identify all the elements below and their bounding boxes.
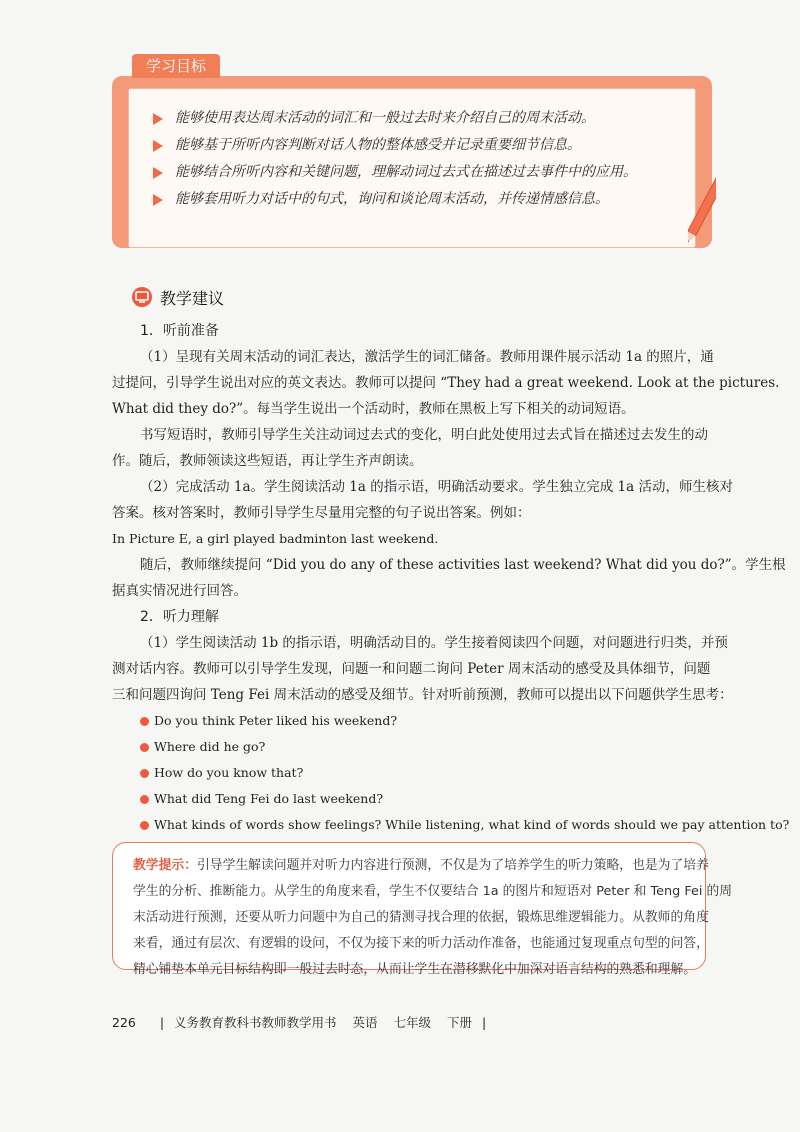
bullet-dot-icon — [140, 717, 149, 726]
paragraph-line: 书写短语时，教师引导学生关注动词过去式的变化，明白此处使用过去式旨在描述过去发生的动 — [140, 427, 708, 443]
section-header — [132, 284, 224, 310]
paragraph-line: 随后，教师继续提问 “Did you do any of these activities last weekend? What did you do?”。学生根 — [140, 557, 786, 573]
tips-line: 学生的分析、推断能力。从学生的角度来看，学生不仅要结合 1a 的图片和短语对 Peter 和 Teng Fei 的周 — [133, 884, 733, 899]
objectives-paper — [128, 88, 696, 248]
bullet-dot-icon — [140, 821, 149, 830]
bullet-dot-icon — [140, 743, 149, 752]
triangle-bullet-icon — [153, 167, 163, 179]
triangle-bullet-icon — [153, 113, 163, 125]
section-title: 教学建议 — [160, 288, 225, 308]
objective-item: 能够使用表达周末活动的词汇和一般过去时来介绍自己的周末活动。 — [153, 105, 695, 132]
footer-separator: | — [482, 1015, 487, 1030]
objectives-box — [112, 48, 716, 253]
teaching-tips-box — [112, 842, 733, 977]
paragraph-line: 过提问，引导学生说出对应的英文表达。教师可以提问 “They had a great weekend. Look at the pictures. — [112, 375, 780, 391]
paragraph-line: 答案。核对答案时，教师引导学生尽量用完整的句子说出答案。例如： — [112, 505, 531, 521]
objectives-list — [129, 89, 695, 213]
question-item: What kinds of words show feelings? While listening, what kind of words should we pay attention to? — [112, 812, 708, 838]
pencil-icon — [688, 168, 716, 258]
example-sentence: In Picture E, a girl played badminton last weekend. — [112, 531, 439, 546]
subheading-listening: 2．听力理解 — [140, 609, 219, 625]
paragraph-line: 三和问题四询问 Teng Fei 周末活动的感受及细节。针对听前预测，教师可以提出以下问题供学生思考： — [112, 687, 733, 703]
bullet-dot-icon — [140, 769, 149, 778]
grade: 七年级 — [393, 1015, 432, 1030]
page-footer — [112, 1013, 492, 1031]
question-item: How do you know that? — [112, 760, 708, 786]
page-number: 226 — [112, 1015, 136, 1030]
footer-separator: | — [159, 1015, 165, 1030]
subheading-pre-listening: 1．听前准备 — [140, 323, 219, 339]
tips-label: 教学提示： — [133, 858, 197, 873]
triangle-bullet-icon — [153, 140, 163, 152]
teaching-icon — [132, 287, 152, 307]
book-title: 义务教育教科书教师教学用书 — [174, 1015, 337, 1030]
question-item: Where did he go? — [112, 734, 708, 760]
objective-item: 能够套用听力对话中的句式，询问和谈论周末活动，并传递情感信息。 — [153, 186, 695, 213]
tips-line: 精心铺垫本单元目标结构即一般过去时态，从而让学生在潜移默化中加深对语言结构的熟悉和理解。 — [133, 962, 697, 977]
objective-item: 能够基于所听内容判断对话人物的整体感受并记录重要细节信息。 — [153, 132, 695, 159]
paragraph-line: 作。随后，教师领读这些短语，再让学生齐声朗读。 — [112, 453, 423, 469]
volume: 下册 — [447, 1015, 473, 1030]
paragraph-line: What did they do?”。每当学生说出一个活动时，教师在黑板上写下相关的动词短语。 — [112, 401, 635, 417]
tips-line: 来看，通过有层次、有逻辑的设问，不仅为接下来的听力活动作准备，也能通过复现重点句型的问答， — [133, 936, 709, 951]
paragraph-line: （2）完成活动 1a。学生阅读活动 1a 的指示语，明确活动要求。学生独立完成 1a 活动，师生核对 — [140, 479, 733, 495]
objectives-tab: 学习目标 — [132, 54, 220, 78]
question-item: Do you think Peter liked his weekend? — [112, 708, 708, 734]
tips-line: 末活动进行预测，还要从听力问题中为自己的猜测寻找合理的依据，锻炼思维逻辑能力。从教师的角度 — [133, 910, 709, 925]
subject: 英语 — [352, 1015, 378, 1030]
paragraph-line: （1）学生阅读活动 1b 的指示语，明确活动目的。学生接着阅读四个问题，对问题进行归类，并预 — [140, 635, 728, 651]
objective-item: 能够结合所听内容和关键问题，理解动词过去式在描述过去事件中的应用。 — [153, 159, 695, 186]
main-content — [112, 318, 790, 838]
paragraph-line: 测对话内容。教师可以引导学生发现，问题一和问题二询问 Peter 周末活动的感受及具体细节，问题 — [112, 661, 711, 677]
tips-line: 教学提示：引导学生解读问题并对听力内容进行预测，不仅是为了培养学生的听力策略，也是为了培养 — [133, 858, 709, 873]
triangle-bullet-icon — [153, 194, 163, 206]
paragraph-line: 据真实情况进行回答。 — [112, 583, 247, 599]
bullet-dot-icon — [140, 795, 149, 804]
paragraph-line: （1）呈现有关周末活动的词汇表达，激活学生的词汇储备。教师用课件展示活动 1a 的照片，通 — [140, 349, 714, 365]
question-item: What did Teng Fei do last weekend? — [112, 786, 708, 812]
